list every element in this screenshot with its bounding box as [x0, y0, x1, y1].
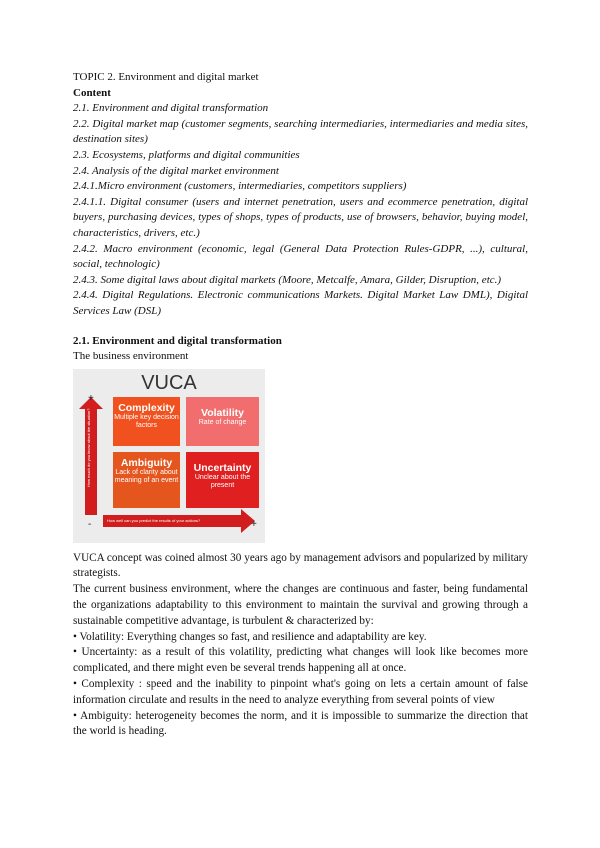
toc-item: 2.4.3. Some digital laws about digital markets (Moore, Metcalfe, Amara, Gilder, Disruption, etc.) — [73, 273, 502, 286]
quadrant-desc: Lack of clarity about meaning of an event — [114, 468, 179, 485]
x-axis-label: How well can you predict the results of your actions? — [107, 517, 201, 523]
toc-item: 2.4. Analysis of the digital market environment — [73, 164, 279, 177]
quadrant-uncertainty — [186, 452, 259, 508]
toc-item: 2.1. Environment and digital transformation — [73, 102, 269, 115]
vuca-figure — [73, 369, 265, 543]
vuca-title: VUCA — [141, 371, 197, 394]
toc-item: 2.3. Ecosystems, platforms and digital communities — [73, 148, 300, 161]
quadrant-volatility — [186, 397, 259, 446]
quadrant-desc: Unclear about the present — [194, 473, 251, 490]
toc-item: 2.4.1.Micro environment (customers, intermediaries, competitors suppliers) — [73, 180, 407, 193]
minus-sign: - — [88, 518, 92, 530]
subheading: The business environment — [73, 350, 189, 363]
bullet-item: • Complexity : speed and the inability to pinpoint what's going on lets a certain amount of false information circulate and results in the need to analyze everything from several points of view — [73, 678, 528, 706]
toc-item: 2.4.4. Digital Regulations. Electronic communications Markets. Digital Market Law DML), Digital Services Law (DSL) — [73, 289, 528, 317]
paragraph: The current business environment, where the changes are continuous and faster, being fundamental the organizations adaptability to this environment to maintain the survival and growing through a sustainable competitive advantage, is turbulent & characterized by: — [73, 583, 528, 627]
quadrant-ambiguity — [113, 452, 180, 508]
quadrant-complexity — [113, 397, 180, 446]
quadrant-title: Volatility — [201, 406, 244, 419]
paragraph: VUCA concept was coined almost 30 years ago by management advisors and popularized by military strategists. — [73, 551, 528, 580]
quadrant-title: Complexity — [118, 401, 175, 414]
topic-title: TOPIC 2. Environment and digital market — [73, 71, 259, 83]
y-axis-label: How much do you know about the situation? — [86, 408, 91, 487]
toc-item: 2.4.2. Macro environment (economic, legal (General Data Protection Rules-GDPR, ...), cultural, social, technologic) — [73, 242, 528, 271]
bullet-item: • Volatility: Everything changes so fast, and resilience and adaptability are key. — [73, 630, 427, 643]
document-content — [73, 70, 528, 740]
plus-sign: + — [251, 518, 257, 530]
toc-item: 2.2. Digital market map (customer segments, searching intermediaries, intermediaries and media sites, destination sites) — [73, 117, 528, 146]
bullet-item: • Ambiguity: heterogeneity becomes the norm, and it is impossible to summarize the direction that the world is heading. — [73, 709, 528, 738]
toc-item: 2.4.1.1. Digital consumer (users and internet penetration, users and ecommerce penetration, digital buyers, purchasing devices, types of shops, types of products, use of browsers, behavior, buying model, characteristics, drivers, etc.) — [73, 195, 528, 239]
quadrant-desc: Rate of change — [198, 418, 247, 426]
content-heading: Content — [73, 86, 111, 99]
quadrant-desc: Multiple key decision factors — [114, 413, 179, 430]
quadrant-title: Ambiguity — [120, 456, 173, 469]
quadrant-title: Uncertainty — [193, 461, 252, 474]
section-heading: 2.1. Environment and digital transformation — [73, 334, 282, 347]
plus-sign: + — [88, 392, 94, 404]
bullet-item: • Uncertainty: as a result of this volatility, predicting what changes will look like becomes more complicated, and there might even be several trends happening all at once. — [73, 646, 528, 675]
